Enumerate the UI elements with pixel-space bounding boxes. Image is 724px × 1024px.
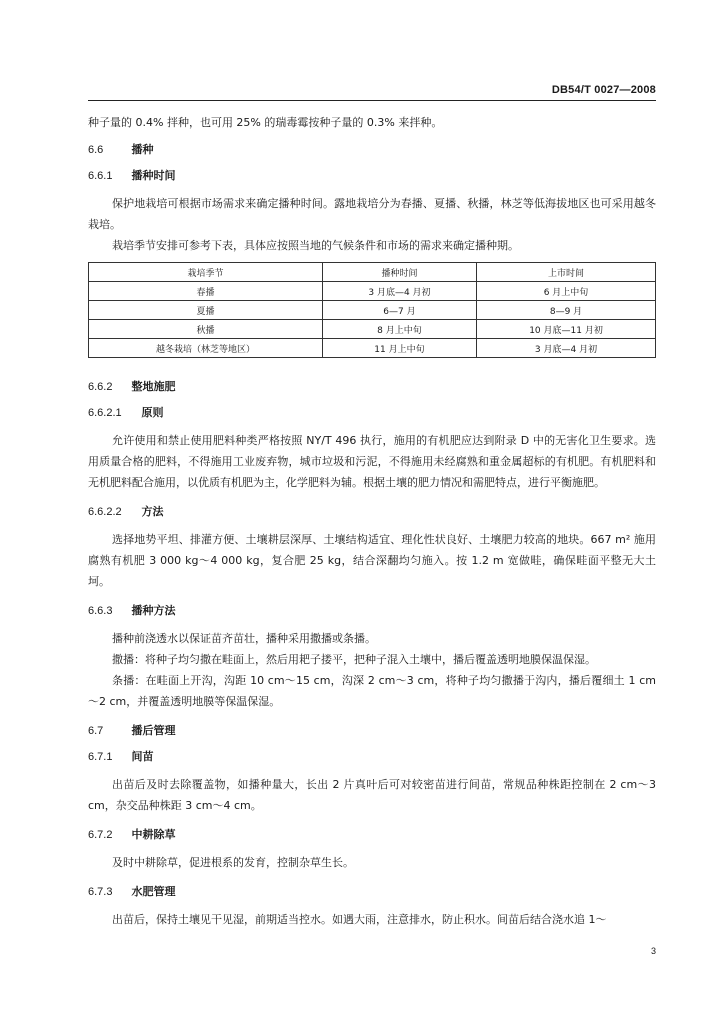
- document-id-header: DB54/T 0027—2008: [551, 84, 656, 96]
- table-cell: 6 月上中旬: [477, 282, 656, 301]
- section-title: 整地施肥: [131, 380, 176, 393]
- section-number: 6.6.2: [88, 381, 113, 393]
- table-cell: 8 月上中旬: [322, 320, 476, 339]
- table-cell: 3 月底—4 月初: [477, 339, 656, 358]
- paragraph-6-7-2: 及时中耕除草，促进根系的发育，控制杂草生长。: [112, 856, 354, 869]
- table-cell: 3 月底—4 月初: [322, 282, 476, 301]
- section-6-6-2-1-heading: [88, 404, 656, 422]
- paragraph-6-6-2-1: 允许使用和禁止使用肥料种类严格按照 NY/T 496 执行，施用的有机肥应达到附录 D 中的无害化卫生要求。选用质量合格的肥料，不得施用工业废弃物，城市垃圾和污泥，不得施用未经腐熟和重金属超标的有机肥。有机肥料和无机肥料配合施用，以优质有机肥为主，化学肥料为辅。根据土壤的肥力情况和需肥特点，进行平衡施肥。: [88, 434, 656, 489]
- header-rule: [88, 100, 656, 101]
- table-header-cell: 上市时间: [477, 263, 656, 282]
- table-cell: 11 月上中旬: [322, 339, 476, 358]
- section-number: 6.6: [88, 144, 104, 156]
- section-6-7-heading: [88, 722, 656, 740]
- table-cell: 6—7 月: [322, 301, 476, 320]
- section-title: 方法: [141, 505, 164, 518]
- section-6-6-heading: [88, 141, 656, 159]
- document-body: [88, 112, 656, 930]
- table-row: [89, 301, 656, 320]
- section-number: 6.6.2.2: [88, 506, 122, 518]
- paragraph-6-6-3-c: 条播：在畦面上开沟，沟距 10 cm～15 cm，沟深 2 cm～3 cm，将种子均匀撒播于沟内，播后覆细土 1 cm～2 cm，并覆盖透明地膜等保温保湿。: [88, 674, 656, 708]
- page-number: 3: [650, 946, 656, 956]
- section-number: 6.6.2.1: [88, 407, 122, 419]
- table-cell: 8—9 月: [477, 301, 656, 320]
- paragraph-6-6-3-b: 撒播：将种子均匀撒在畦面上，然后用耙子搂平，把种子混入土壤中，播后覆盖透明地膜保温保湿。: [112, 653, 596, 666]
- paragraph-intro: 种子量的 0.4% 拌种，也可用 25% 的瑞毒霉按种子量的 0.3% 来拌种。: [88, 116, 443, 129]
- section-number: 6.6.3: [88, 605, 113, 617]
- section-number: 6.7.1: [88, 751, 113, 763]
- table-header-row: [89, 263, 656, 282]
- section-title: 水肥管理: [131, 885, 176, 898]
- section-6-6-2-heading: [88, 378, 656, 396]
- section-6-7-3-heading: [88, 883, 656, 901]
- paragraph-6-6-1-b: 栽培季节安排可参考下表，具体应按照当地的气候条件和市场的需求来确定播种期。: [112, 239, 519, 252]
- paragraph-6-6-3-a: 播种前浇透水以保证苗齐苗壮，播种采用撒播或条播。: [112, 632, 376, 645]
- table-row: [89, 282, 656, 301]
- table-header-cell: 播种时间: [322, 263, 476, 282]
- section-number: 6.7.3: [88, 886, 113, 898]
- table-cell: 夏播: [89, 301, 323, 320]
- section-number: 6.7: [88, 725, 104, 737]
- section-6-6-1-heading: [88, 167, 656, 185]
- section-6-7-1-heading: [88, 748, 656, 766]
- section-title: 播种方法: [131, 604, 176, 617]
- table-row: [89, 339, 656, 358]
- table-cell: 越冬栽培（林芝等地区）: [89, 339, 323, 358]
- section-6-6-3-heading: [88, 602, 656, 620]
- paragraph-6-6-2-2: 选择地势平坦、排灌方便、土壤耕层深厚、土壤结构适宜、理化性状良好、土壤肥力较高的地块。667 m² 施用腐熟有机肥 3 000 kg～4 000 kg，复合肥 25 kg，结合深翻均匀施入。按 1.2 m 宽做畦，确保畦面平整无大土坷。: [88, 533, 656, 588]
- cultivation-season-table: [88, 262, 656, 358]
- section-number: 6.6.1: [88, 170, 113, 182]
- section-title: 间苗: [131, 750, 154, 763]
- table-cell: 秋播: [89, 320, 323, 339]
- section-6-7-2-heading: [88, 826, 656, 844]
- section-number: 6.7.2: [88, 829, 113, 841]
- section-title: 原则: [141, 406, 164, 419]
- table-header-cell: 栽培季节: [89, 263, 323, 282]
- section-title: 播种时间: [131, 169, 176, 182]
- table-cell: 10 月底—11 月初: [477, 320, 656, 339]
- paragraph-6-6-1-a: 保护地栽培可根据市场需求来确定播种时间。露地栽培分为春播、夏播、秋播，林芝等低海拔地区也可采用越冬栽培。: [88, 197, 656, 231]
- paragraph-6-7-3: 出苗后，保持土壤见干见湿，前期适当控水。如遇大雨，注意排水，防止积水。间苗后结合浇水追 1～: [112, 913, 607, 926]
- paragraph-6-7-1: 出苗后及时去除覆盖物，如播种量大，长出 2 片真叶后可对较密苗进行间苗，常规品种株距控制在 2 cm～3 cm，杂交品种株距 3 cm～4 cm。: [88, 778, 656, 812]
- section-title: 中耕除草: [131, 828, 176, 841]
- table-cell: 春播: [89, 282, 323, 301]
- table-row: [89, 320, 656, 339]
- section-6-6-2-2-heading: [88, 503, 656, 521]
- section-title: 播种: [131, 143, 154, 156]
- section-title: 播后管理: [131, 724, 176, 737]
